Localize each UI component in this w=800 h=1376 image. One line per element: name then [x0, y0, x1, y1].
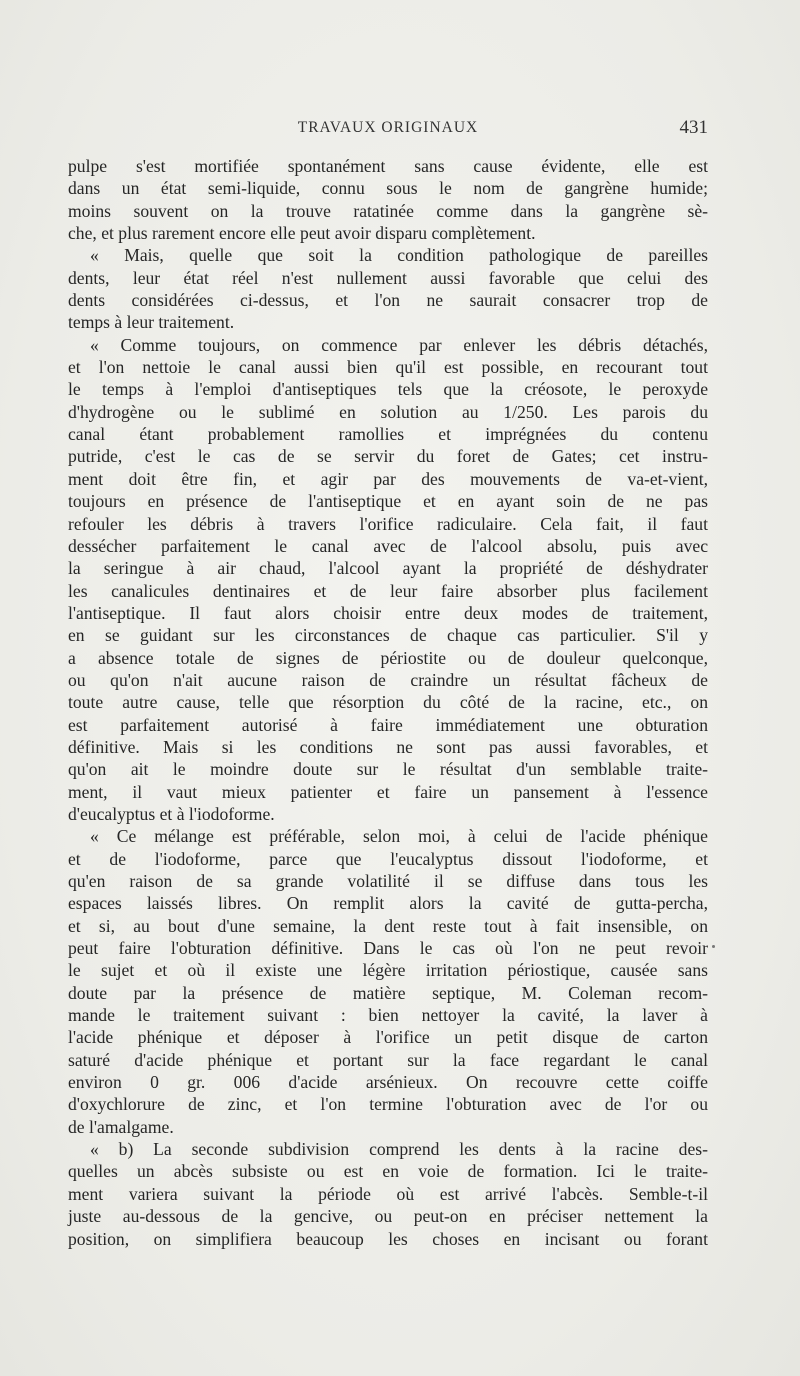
running-head-title: TRAVAUX ORIGINAUX	[297, 119, 479, 136]
text-line: ment, il vaut mieux patienter et faire un pansement à l'essence	[68, 781, 708, 802]
text-line: dents considérées ci-dessus, et l'on ne saurait consacrer trop de	[68, 290, 708, 311]
text-line: le sujet et où il existe une légère irritation périostique, causée sans	[68, 960, 708, 981]
text-line: espaces laissés libres. On remplit alors la cavité de gutta-percha,	[68, 893, 708, 914]
text-line: canal étant probablement ramollies et imprégnées du contenu	[68, 424, 708, 445]
text-line: putride, c'est le cas de se servir du foret de Gates; cet instru-	[68, 446, 708, 467]
text-line: est parfaitement autorisé à faire immédiatement une obturation	[68, 714, 708, 735]
page-number: 431	[679, 117, 708, 138]
text-line: refouler les débris à travers l'orifice radiculaire. Cela fait, il faut	[68, 513, 708, 534]
text-line: d'eucalyptus et à l'iodoforme.	[68, 803, 275, 824]
text-line: définitive. Mais si les conditions ne sont pas aussi favorables, et	[68, 736, 708, 757]
text-line: « Comme toujours, on commence par enlever les débris détachés,	[90, 334, 708, 355]
text-line: d'oxychlorure de zinc, et l'on termine l'obturation avec de l'or ou	[68, 1094, 708, 1115]
text-line: en se guidant sur les circonstances de chaque cas particulier. S'il y	[68, 625, 708, 646]
body-text	[68, 155, 708, 1250]
text-line: qu'en raison de sa grande volatilité il se diffuse dans tous les	[68, 871, 708, 891]
text-line: toute autre cause, telle que résorption du côté de la racine, etc., on	[68, 692, 708, 713]
text-line: « Ce mélange est préférable, selon moi, à celui de l'acide phénique	[90, 826, 708, 847]
text-line: dents, leur état réel n'est nullement aussi favorable que celui des	[68, 267, 708, 288]
text-line: doute par la présence de matière septique, M. Coleman recom-	[68, 982, 708, 1003]
text-line: pulpe s'est mortifiée spontanément sans cause évidente, elle est	[68, 156, 708, 176]
text-line: saturé d'acide phénique et portant sur la face regardant le canal	[68, 1049, 708, 1070]
text-line: environ 0 gr. 006 d'acide arsénieux. On recouvre cette coiffe	[68, 1072, 708, 1093]
text-line: che, et plus rarement encore elle peut avoir disparu complètement.	[68, 223, 536, 244]
text-line: temps à leur traitement.	[68, 312, 235, 333]
text-line: moins souvent on la trouve ratatinée comme dans la gangrène sè-	[68, 200, 708, 221]
text-line: dans un état semi-liquide, connu sous le nom de gangrène humide;	[68, 178, 708, 199]
text-line: ment variera suivant la période où est arrivé l'abcès. Semble-t-il	[68, 1183, 708, 1204]
text-line: a absence totale de signes de périostite ou de douleur quelconque,	[68, 647, 708, 668]
text-line: les canalicules dentinaires et de leur faire absorber plus facilement	[68, 580, 708, 601]
text-line: et de l'iodoforme, parce que l'eucalyptus dissout l'iodoforme, et	[68, 848, 708, 869]
text-line: toujours en présence de l'antiseptique et en ayant soin de ne pas	[68, 491, 708, 512]
text-line: « b) La seconde subdivision comprend les dents à la racine des-	[90, 1139, 708, 1160]
text-line: d'hydrogène ou le sublimé en solution au 1/250. Les parois du	[68, 401, 708, 422]
text-line: le temps à l'emploi d'antiseptiques tels que la créosote, le peroxyde	[68, 379, 708, 400]
text-line: mande le traitement suivant : bien nettoyer la cavité, la laver à	[68, 1005, 708, 1026]
text-line: ou qu'on n'ait aucune raison de craindre un résultat fâcheux de	[68, 669, 708, 690]
text-line: « Mais, quelle que soit la condition pathologique de pareilles	[90, 245, 708, 266]
running-head	[68, 119, 708, 143]
text-line: la seringue à air chaud, l'alcool ayant la propriété de déshydrater	[68, 558, 708, 579]
text-line: l'antiseptique. Il faut alors choisir entre deux modes de traitement,	[68, 602, 708, 623]
text-line: et si, au bout d'une semaine, la dent reste tout à fait insensible, on	[68, 915, 708, 936]
text-line: de l'amalgame.	[68, 1116, 174, 1137]
text-line: et l'on nettoie le canal aussi bien qu'il est possible, en recourant tout	[68, 357, 708, 378]
print-speck	[712, 945, 715, 948]
text-line: dessécher parfaitement le canal avec de l'alcool absolu, puis avec	[68, 535, 708, 556]
text-line: ment doit être fin, et agir par des mouvements de va-et-vient,	[68, 468, 708, 489]
text-line: qu'on ait le moindre doute sur le résultat d'un semblable traite-	[68, 759, 708, 780]
text-line: l'acide phénique et déposer à l'orifice un petit disque de carton	[68, 1027, 708, 1048]
text-line: peut faire l'obturation définitive. Dans le cas où l'on ne peut revoir	[68, 938, 708, 959]
text-line: quelles un abcès subsiste ou est en voie de formation. Ici le traite-	[68, 1161, 708, 1182]
text-line: position, on simplifiera beaucoup les choses en incisant ou forant	[68, 1228, 708, 1249]
text-line: juste au-dessous de la gencive, ou peut-on en préciser nettement la	[68, 1206, 708, 1227]
